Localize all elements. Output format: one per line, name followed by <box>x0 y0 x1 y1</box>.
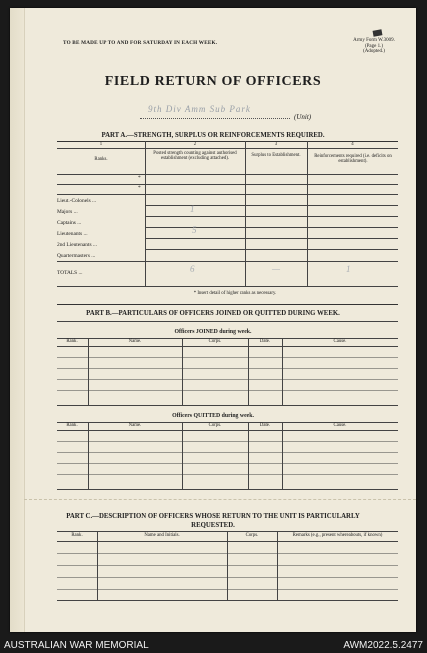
row-rule <box>57 194 398 195</box>
quitted-table-bottom <box>57 489 398 490</box>
joined-row-rule <box>57 390 398 391</box>
part-c-heading <box>10 512 416 530</box>
army-form-number <box>343 38 405 55</box>
col-number-4: 4 <box>351 142 354 147</box>
totals-label: TOTALS ... <box>57 270 83 276</box>
majors-value: 1 <box>190 204 195 214</box>
joined-header-rule <box>57 346 398 347</box>
row-rule <box>145 205 398 206</box>
header-instruction: TO BE MADE UP TO AND FOR SATURDAY IN EACH WEEK. <box>63 40 218 46</box>
part-c-table-bottom <box>57 600 398 601</box>
col-header-posted: Posted strength counting against authorised establishment (excluding attached). <box>153 151 237 162</box>
part-c-divider <box>277 531 278 600</box>
joined-divider <box>282 338 283 405</box>
unit-dotted-line <box>140 118 290 119</box>
part-a-heading: PART A.—STRENGTH, SURPLUS OR REINFORCEMENTS REQUIRED. <box>101 132 325 139</box>
part-c-col-name: Name and Initials. <box>144 533 180 538</box>
part-a-divider-2 <box>245 141 246 286</box>
joined-col-cause: Cause. <box>333 339 347 344</box>
lieutenants-value: 5 <box>192 225 197 235</box>
part-c-col-corps: Corps. <box>245 533 259 538</box>
page-title: FIELD RETURN OF OFFICERS <box>104 74 322 89</box>
part-b-heading: PART B.—PARTICULARS OF OFFICERS JOINED OR QUITTED DURING WEEK. <box>86 310 340 317</box>
rank-quartermasters: Quartermasters ... <box>57 253 96 259</box>
col-header-surplus: Surplus to Establishment. <box>251 153 301 158</box>
perforation-line <box>24 499 416 500</box>
unit-handwritten: 9th Div Amm Sub Park <box>148 104 251 114</box>
header-bottom-rule <box>57 174 398 175</box>
page-fold <box>10 8 25 632</box>
quitted-row-rule <box>57 441 398 442</box>
joined-row-rule <box>57 379 398 380</box>
joined-divider <box>88 338 89 405</box>
part-a-footnote: * Insert detail of higher ranks as necessary. <box>193 291 277 296</box>
total-reinforcements-value: 1 <box>346 264 351 274</box>
rank-majors: Majors ... <box>57 209 78 215</box>
part-a-bottom-rule <box>57 286 398 287</box>
col-number-rule <box>57 148 398 149</box>
part-c-divider <box>227 531 228 600</box>
joined-divider <box>182 338 183 405</box>
part-b-heading-rule <box>57 321 398 322</box>
joined-col-rank: Rank. <box>66 339 78 344</box>
row-rule <box>145 238 398 239</box>
joined-row-rule <box>57 368 398 369</box>
part-c-col-rank: Rank. <box>71 533 83 538</box>
col-header-ranks: Ranks. <box>94 157 108 162</box>
form-page-line: (Page 1.) <box>364 43 384 49</box>
rank-lieut-colonels: Lieut.-Colonels ... <box>57 198 97 204</box>
form-sheet <box>10 8 416 632</box>
quitted-row-rule <box>57 474 398 475</box>
joined-table-bottom <box>57 405 398 406</box>
quitted-divider <box>282 422 283 489</box>
joined-col-date: Date. <box>259 339 271 344</box>
row-rule <box>57 184 398 185</box>
form-number-line: Army Form W.3009. <box>353 38 395 43</box>
col-number-2: 2 <box>193 142 197 147</box>
col-number-3: 3 <box>274 142 278 147</box>
star-row-1: * <box>138 175 141 181</box>
quitted-title: Officers QUITTED during week. <box>172 413 254 419</box>
joined-col-name: Name. <box>128 339 142 344</box>
star-row-2: * <box>138 185 141 191</box>
rank-2nd-lieutenants: 2nd Lieutenants ... <box>57 242 97 248</box>
form-adopted-line: (Adopted.) <box>363 49 385 54</box>
joined-row-rule <box>57 357 398 358</box>
quitted-col-name: Name. <box>128 423 142 428</box>
quitted-col-rank: Rank. <box>66 423 78 428</box>
col-number-1: 1 <box>99 142 103 147</box>
row-rule <box>57 261 398 262</box>
part-c-heading-line2: REQUESTED. <box>191 522 235 529</box>
paper-clip-mark <box>373 29 383 36</box>
col-header-reinforcements: Reinforcements required (i.e. deficits on establishment). <box>314 154 392 165</box>
quitted-row-rule <box>57 463 398 464</box>
part-c-divider <box>97 531 98 600</box>
part-a-divider-3 <box>307 141 308 286</box>
rank-lieutenants: Lieutenants ... <box>57 231 88 237</box>
total-posted-value: 6 <box>190 264 195 274</box>
part-b-top-rule <box>57 304 398 305</box>
quitted-divider <box>182 422 183 489</box>
row-rule <box>145 216 398 217</box>
joined-divider <box>248 338 249 405</box>
joined-title: Officers JOINED during week. <box>174 329 252 335</box>
quitted-col-date: Date. <box>259 423 271 428</box>
quitted-divider <box>88 422 89 489</box>
row-rule <box>145 227 398 228</box>
joined-col-corps: Corps. <box>208 339 222 344</box>
quitted-divider <box>248 422 249 489</box>
quitted-header-rule <box>57 430 398 431</box>
part-a-divider-1 <box>145 141 146 286</box>
footer-accession-number: AWM2022.5.2477 <box>343 640 423 651</box>
total-surplus-value: — <box>272 264 281 274</box>
part-c-col-remarks: Remarks (e.g., present whereabouts, if known) <box>292 533 383 538</box>
quitted-col-corps: Corps. <box>208 423 222 428</box>
row-rule <box>145 249 398 250</box>
quitted-col-cause: Cause. <box>333 423 347 428</box>
footer-source: AUSTRALIAN WAR MEMORIAL <box>4 640 149 651</box>
rank-captains: Captains ... <box>57 220 82 226</box>
part-c-heading-line1: PART C.—DESCRIPTION OF OFFICERS WHOSE RETURN TO THE UNIT IS PARTICULARLY <box>66 513 360 520</box>
quitted-row-rule <box>57 452 398 453</box>
unit-label: (Unit) <box>294 113 312 121</box>
